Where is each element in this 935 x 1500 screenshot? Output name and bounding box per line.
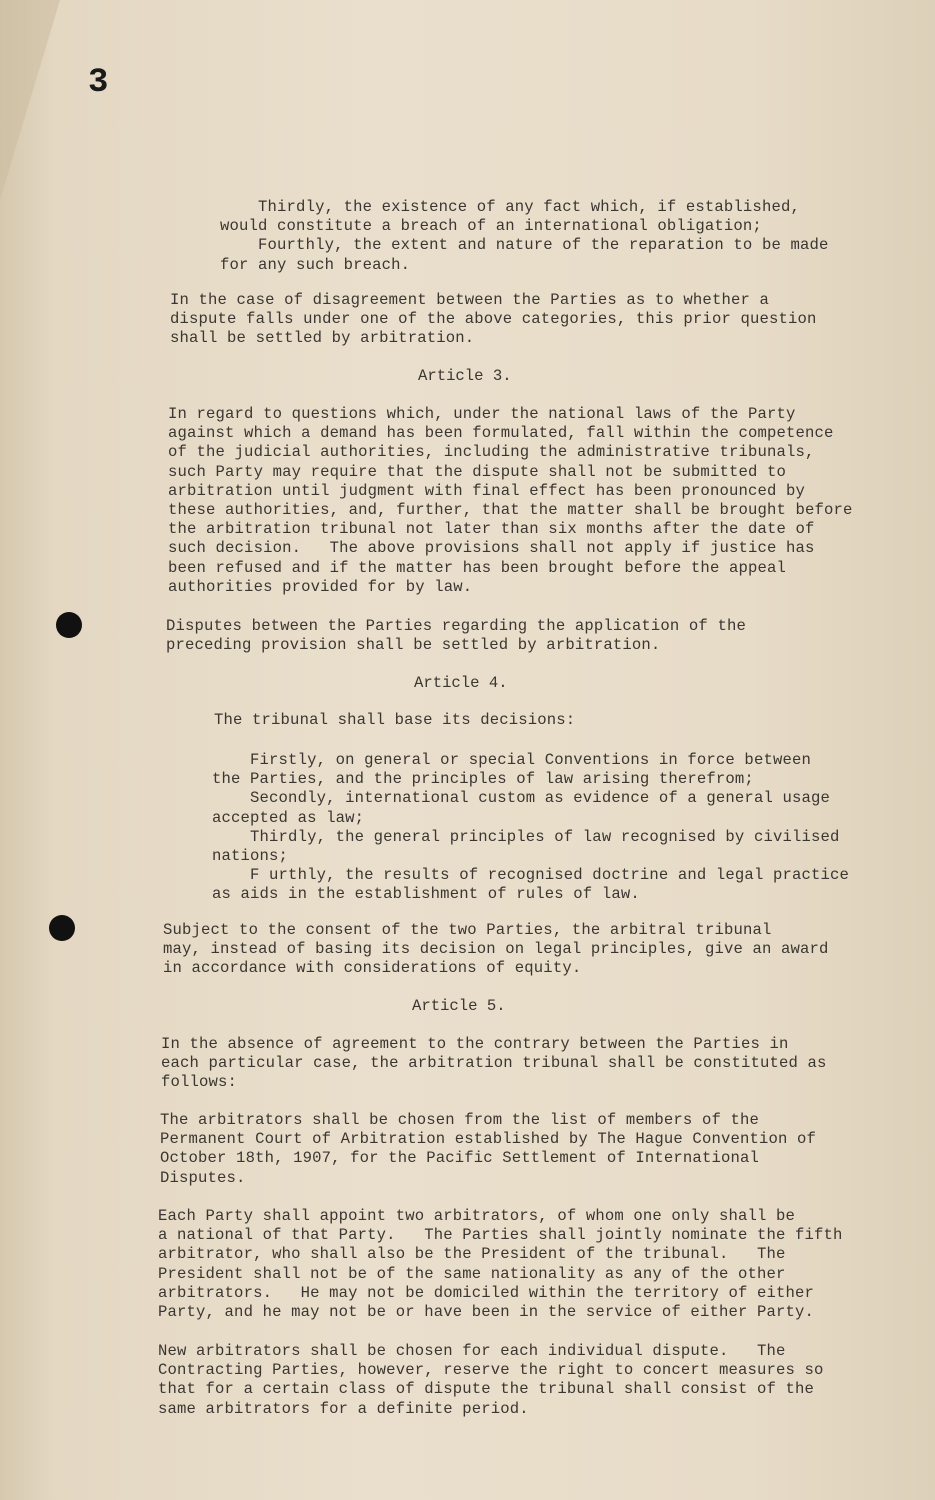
punch-hole-top xyxy=(56,612,82,638)
margin-mark: 3 xyxy=(88,64,109,102)
torn-corner xyxy=(0,0,60,200)
paragraph-constitution: In the absence of agreement to the contrary between the Parties in each particular case, the arbitration tribunal shall be constituted as follows: xyxy=(161,1035,827,1092)
paragraph-sources-of-law: Firstly, on general or special Conventions in force between the Parties, and the principles of law arising therefrom; Secondly, international custom as evidence of a general usage accepted as law; Thirdly, the general principles of law recognised by civilised nations; F urthly, the results of recognised doctrine and legal practice as aids in the establishment of rules of law. xyxy=(212,751,850,904)
heading-article-3: Article 3. xyxy=(418,367,512,385)
punch-hole-bottom xyxy=(49,915,75,941)
paragraph-equity: Subject to the consent of the two Parties, the arbitral tribunal may, instead of basing its decision on legal principles, give an award in accordance with considerations of equity. xyxy=(163,921,829,978)
paragraph-disputes-application: Disputes between the Parties regarding the application of the preceding provision shall be settled by arbitration. xyxy=(166,617,746,655)
paragraph-disagreement: In the case of disagreement between the Parties as to whether a dispute falls under one of the above categories, this prior question shall be settled by arbitration. xyxy=(170,291,817,348)
paragraph-appointment: Each Party shall appoint two arbitrators, of whom one only shall be a national of that Party. The Parties shall jointly nominate the fifth arbitrator, who shall also be the President of the tribunal. The President shall not be of the same nationality as any of the other arbitrators. He may not be domiciled within the territory of either Party, and he may not be or have been in the service of either Party. xyxy=(158,1207,843,1322)
paragraph-new-arbitrators: New arbitrators shall be chosen for each individual dispute. The Contracting Parties, however, reserve the right to concert measures so that for a certain class of dispute the tribunal shall consist of the same arbitrators for a definite period. xyxy=(158,1342,824,1418)
paragraph-national-laws: In regard to questions which, under the national laws of the Party against which a demand has been formulated, fall within the competence of the judicial authorities, including the administrative tribunals, such Party may require that the dispute shall not be submitted to arbitration until judgment with final effect has been pronounced by these authorities, and, further, that the matter shall be brought before the arbitration tribunal not later than six months after the date of such decision. The above provisions shall not apply if justice has been refused and if the matter has been brought before the appeal authorities provided for by law. xyxy=(168,405,853,596)
paragraph-thirdly-fourthly: Thirdly, the existence of any fact which, if established, would constitute a breach of an international obligation; Fourthly, the extent and nature of the reparation to be made for any such breach. xyxy=(220,198,829,274)
heading-article-4: Article 4. xyxy=(414,674,508,692)
paragraph-permanent-court: The arbitrators shall be chosen from the list of members of the Permanent Court of Arbitration established by The Hague Convention of October 18th, 1907, for the Pacific Settlement of International Disputes. xyxy=(160,1111,817,1187)
paragraph-tribunal-base: The tribunal shall base its decisions: xyxy=(214,711,576,729)
heading-article-5: Article 5. xyxy=(412,997,506,1015)
